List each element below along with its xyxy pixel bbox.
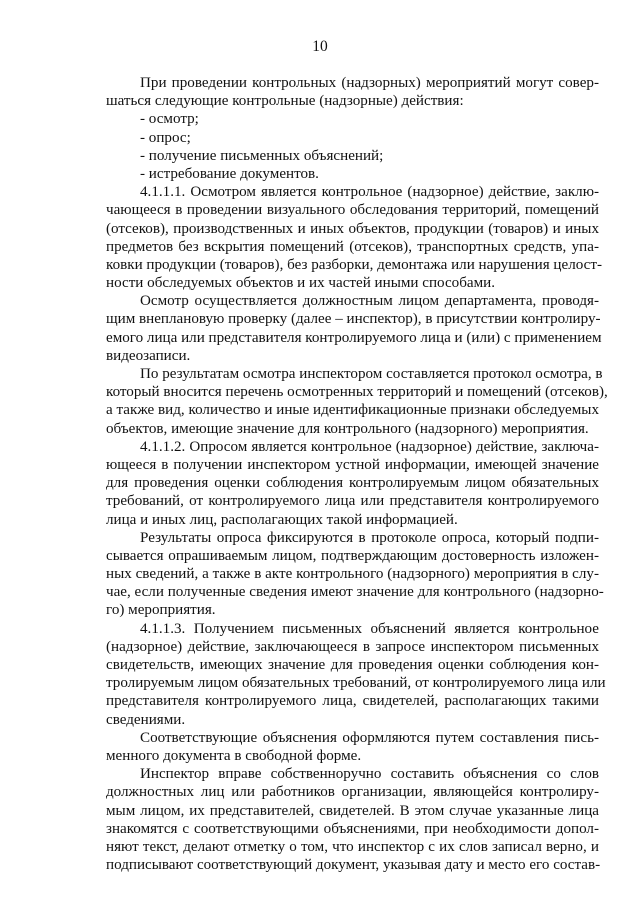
list-item: - опрос; (140, 129, 191, 146)
text-line: Инспектор вправе собственноручно составить объяснения со слов (140, 766, 599, 783)
text-line: ющееся в получении инспектором устной информации, имеющей значение (106, 456, 599, 473)
text-line: объектов, имеющие значение для контрольного (надзорного) мероприятия. (106, 420, 589, 437)
text-line: 4.1.1.1. Осмотром является контрольное (надзорное) действие, заклю- (140, 184, 599, 201)
text-line: лица и иных лиц, располагающих такой информацией. (106, 511, 458, 528)
paragraph (106, 74, 599, 110)
text-line: а также вид, количество и иные идентификационные признаки обследуемых (106, 402, 599, 419)
text-line: По результатам осмотра инспектором составляется протокол осмотра, в (140, 366, 603, 382)
text-line: няют текст, делают отметку о том, что инспектор с их слов записал верно, и (106, 838, 599, 855)
paragraph (106, 438, 599, 529)
text-line: (отсеков), производственных и иных объектов, продукции (товаров) и иных (106, 220, 599, 237)
text-line: подписывают соответствующий документ, указывая дату и место его состав- (106, 857, 601, 874)
list-item: - получение письменных объяснений; (140, 147, 384, 164)
text-line: ности обследуемых объектов и их частей иными способами. (106, 275, 495, 292)
text-line: видеозаписи. (106, 347, 191, 364)
paragraph (106, 183, 602, 292)
text-line: для проведения оценки соблюдения контролируемым лицом обязательных (106, 475, 599, 492)
text-line: который вносится перечень осмотренных территорий и помещений (отсеков), (106, 384, 608, 401)
page-number: 10 (312, 38, 328, 55)
text-line: емого лица или представителя контролируемого лица и (или) с применением (106, 329, 602, 346)
text-line: чающееся в проведении визуального обследования территорий, помещений (106, 202, 599, 219)
list-item: - истребование документов. (140, 165, 319, 182)
paragraph (106, 620, 606, 729)
text-line: требований, от контролируемого лица или представителя контролируемого (106, 493, 599, 510)
text-line: предметов без вскрытия помещений (отсеков), транспортных средств, упа- (106, 238, 599, 255)
text-line: ковки продукции (товаров), без разборки, демонтажа или нарушения целост- (106, 256, 602, 273)
text-line: При проведении контрольных (надзорных) мероприятий могут совер- (140, 75, 599, 91)
text-line: щим внеплановую проверку (далее – инспектор), в присутствии контролиру- (106, 311, 601, 328)
document-body (106, 74, 608, 874)
text-line: Соответствующие объяснения оформляются путем составления пись- (140, 729, 599, 746)
text-line: Результаты опроса фиксируются в протоколе опроса, который подпи- (140, 529, 599, 546)
list-item: - осмотр; (140, 111, 199, 128)
paragraph (106, 292, 602, 365)
text-line: чае, если полученные сведения имеют значение для контрольного (надзорно- (106, 584, 604, 601)
paragraph (106, 365, 608, 438)
text-line: знакомятся с соответствующими объяснениями, при необходимости допол- (106, 820, 599, 837)
text-line: 4.1.1.2. Опросом является контрольное (надзорное) действие, заключа- (140, 438, 599, 455)
paragraph (106, 729, 599, 765)
text-line: мым лицом, их представителей, свидетелей. В этом случае указанные лица (106, 802, 599, 819)
bullet-list (106, 110, 599, 183)
text-line: Осмотр осуществляется должностным лицом департамента, проводя- (140, 293, 599, 310)
paragraph (106, 765, 599, 874)
text-line: го) мероприятия. (106, 602, 216, 619)
text-line: ных сведений, а также в акте контрольного (надзорного) мероприятия в слу- (106, 566, 599, 583)
paragraph (106, 529, 604, 620)
text-line: тролируемым лицом обязательных требований, от контролируемого лица или (106, 675, 606, 692)
text-line: представителя контролируемого лица, свидетелей, располагающих такими (106, 693, 599, 710)
text-line: менного документа в свободной форме. (106, 747, 362, 764)
text-line: сывается опрашиваемым лицом, подтверждающим достоверность изложен- (106, 547, 599, 564)
text-line: 4.1.1.3. Получением письменных объяснений является контрольное (140, 620, 599, 637)
text-line: (надзорное) действие, заключающееся в запросе инспектором письменных (106, 638, 599, 655)
text-line: свидетельств, имеющих значение для проведения оценки соблюдения кон- (106, 657, 599, 673)
text-line: шаться следующие контрольные (надзорные) действия: (106, 93, 464, 110)
text-line: сведениями. (106, 711, 186, 728)
text-line: должностных лиц или работников организации, являющейся контролиру- (106, 784, 599, 801)
